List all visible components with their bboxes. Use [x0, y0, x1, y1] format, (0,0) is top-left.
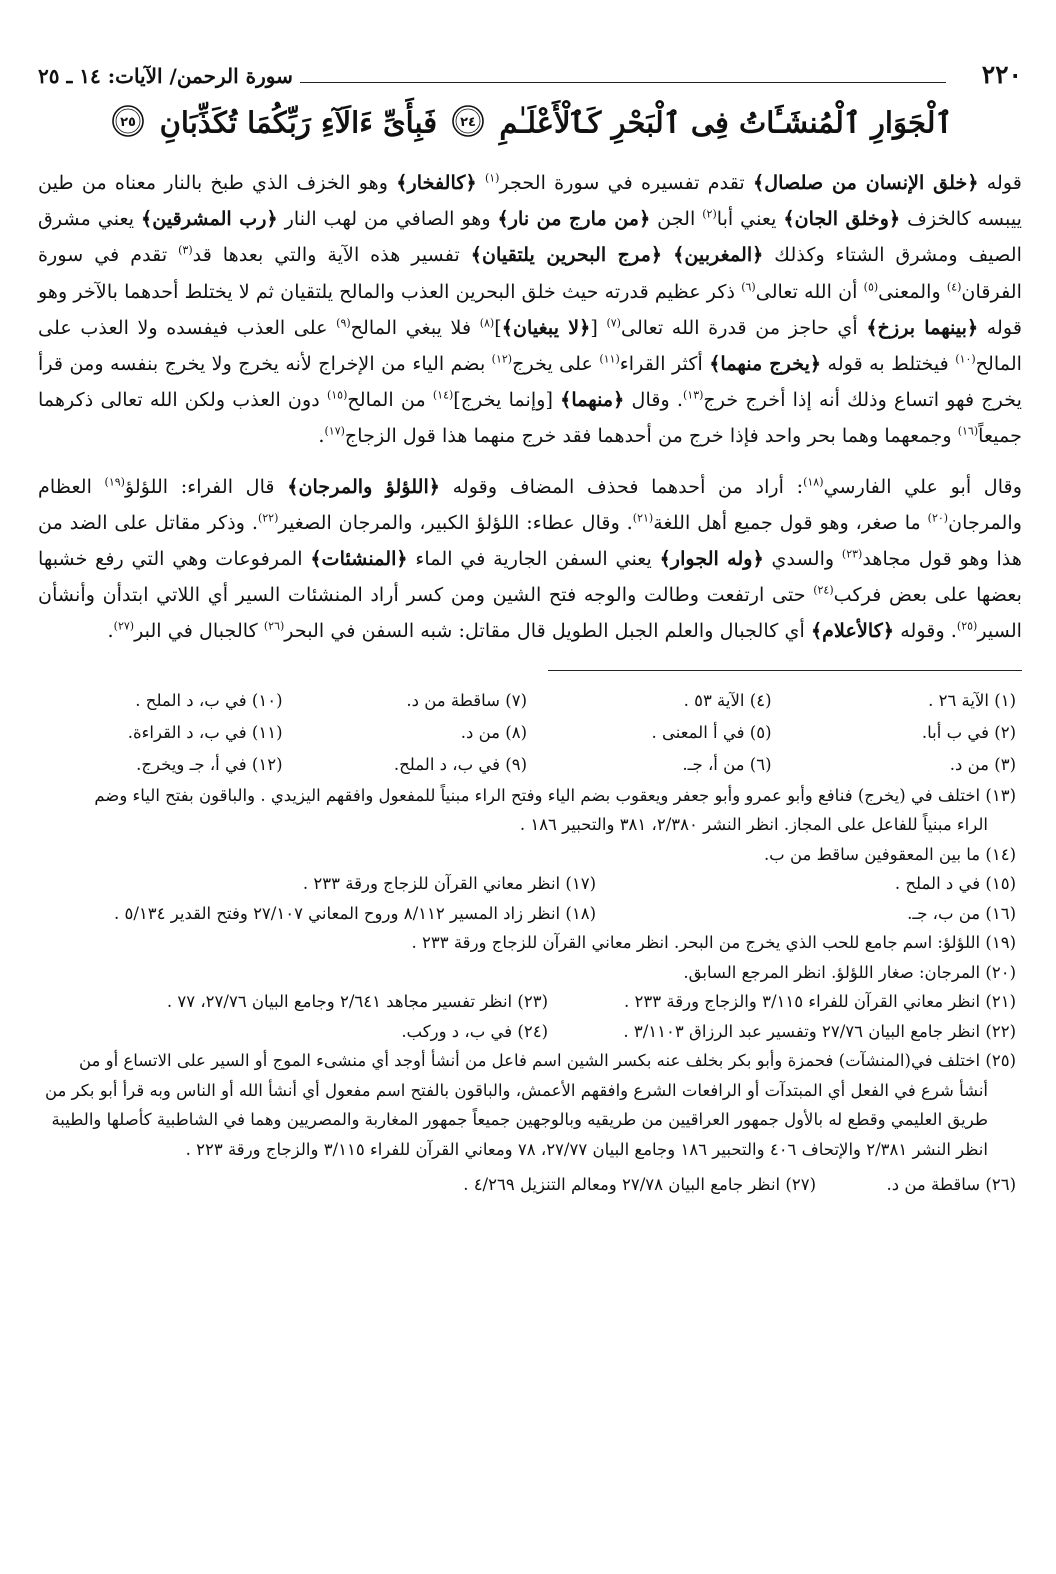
text-run: تقدم في سورة الفرقان — [38, 243, 1022, 303]
quran-quote: ﴿من مارج من نار﴾ — [497, 207, 651, 231]
commentary-paragraph-2 — [38, 469, 1022, 650]
text-run: حتى ارتفعت وطالت والوجه فتح الشين ومن كسر أراد المنشئات السير أي اللاتي ابتدأن وأنشأن السير — [38, 583, 1022, 643]
text-run: وهو الخزف الذي طبخ بالنار معناه من طين ييبسه كالخزف — [38, 171, 1022, 231]
footnote-ref: (٢٠) — [927, 511, 949, 525]
footnote-ref: (١٢) — [491, 352, 513, 366]
quran-quote: ﴿خلق الإنسان من صلصال﴾ — [752, 171, 979, 194]
footnote-ref: (٢٧) — [113, 620, 135, 634]
footnote-grid-item: (١٢) في أ، جـ ويخرج. — [136, 754, 283, 774]
text-run: والسدي — [763, 547, 842, 571]
footnote-ref: (٤) — [946, 280, 962, 294]
text-run: بضم الياء من الإخراج لأنه يخرج ولا يخرج بنفسه ومن قرأ يخرج فهو اتساع وذلك أنه إذا أخرج خرج — [38, 352, 1022, 412]
text-run: . وقال — [624, 388, 683, 412]
quran-quote: ﴿وله الجوار﴾ — [659, 547, 764, 571]
footnote-22: (٢٢) انظر جامع البيان ٢٧/٧٦ وتفسير عبد الرزاق ٣/١١٠٣ . — [623, 1021, 1016, 1041]
commentary-paragraph-1 — [38, 165, 1022, 455]
footnote-ref: (٢٥) — [956, 620, 978, 634]
header-rule — [300, 82, 946, 83]
text-run — [662, 243, 673, 266]
text-run: أي حاجز من قدرة الله تعالى — [620, 315, 867, 339]
text-run: ما صغر، وهو قول جميع أهل اللغة — [653, 510, 928, 534]
footnote-ref: (١١) — [599, 352, 620, 366]
quran-quote: ﴿رب المشرقين﴾ — [140, 207, 278, 231]
footnote-21: (٢١) انظر معاني القرآن للفراء ٣/١١٥ والزجاج ورقة ٢٣٣ . — [624, 992, 1016, 1012]
text-run: تفسير هذه الآية والتي بعدها قد — [192, 243, 471, 267]
text-run: . وذكر مقاتل على الضد من هذا وهو قول مجاهد — [38, 510, 1022, 571]
text-run: ] — [494, 315, 502, 339]
footnote-25: (٢٥) اختلف في(المنشآت) فحمزة وأبو بكر بخلف عنه بكسر الشين اسم فاعل من أنشأ أوجد أي منشىء الموج أو السير على الاتساع أو من أنشأ شرع في الفعل أي المبتدآت أو الرافعات الشرع وافقهم الأعمش، والباقون بالفتح اسم مفعول أي أنشأ الله أو الناس وبه قرأ أبو بكر من طريق العليمي وقطع له بالأول جمهور العراقيين من طريقيه وبالوجهين جميعاً جمهور المغاربة والمصريين وهما في الشاطبية كأصلها والطيبة انظر النشر ٢/٣٨١ والإتحاف ٤٠٦ والتحبير ١٨٦ وجامع البيان ٢٧/٧٧، ٧٨ ومعاني القرآن للفراء ٣/١١٥ والزجاج ورقة ٢٢٣ . — [45, 1051, 1016, 1159]
text-run: على العذب فيفسده ولا العذب على المالح — [38, 315, 1023, 376]
footnote-grid-item: (٣) من د. — [949, 754, 1016, 774]
text-run: دون العذب ولكن الله تعالى ذكرهما جميعاً — [38, 388, 1022, 448]
text-run: . وقوله — [894, 619, 957, 643]
footnote-grid-item: (١) الآية ٢٦ . — [928, 690, 1016, 710]
footnote-ref: (٥) — [863, 280, 879, 294]
footnote-grid-item: (٩) في ب، د الملح. — [393, 754, 527, 774]
text-run: كالجبال في البر — [134, 619, 264, 643]
footnote-ref: (١٦) — [957, 425, 979, 439]
footnotes-grid — [38, 685, 1022, 781]
text-run: . — [107, 619, 114, 643]
footnote-ref: (١٤) — [432, 388, 454, 402]
footnote-grid-item: (٥) في أ المعنى . — [651, 722, 772, 742]
footnote-ref: (٢) — [702, 207, 717, 221]
footnote-23: (٢٣) انظر تفسير مجاهد ٢/٦٤١ وجامع البيان ٢٧/٧٦، ٧٧ . — [166, 992, 548, 1012]
footnote-ref: (٢٦) — [263, 620, 285, 634]
footnote-18: (١٨) انظر زاد المسير ٨/١١٢ وروح المعاني ٢٧/١٠٧ وفتح القدير ٥/١٣٤ . — [114, 903, 596, 923]
text-run: فلا يبغي المالح — [350, 315, 480, 339]
text-run: يعني السفن الجارية في الماء — [407, 547, 660, 571]
text-run: . وقال عطاء: اللؤلؤ الكبير، والمرجان الصغير — [278, 510, 633, 534]
footnote-17: (١٧) انظر معاني القرآن للزجاج ورقة ٢٣٣ . — [302, 874, 596, 894]
quran-quote: ﴿بينهما برزخ﴾ — [866, 315, 979, 339]
verse-text-24: ٱلْجَوَارِ ٱلْمُنشَـَٔاتُ فِى ٱلْبَحْرِ كَٱلْأَعْلَـٰمِ — [499, 105, 953, 140]
footnote-ref: (٨) — [479, 316, 495, 330]
quran-quote: ﴿اللؤلؤ والمرجان﴾ — [287, 474, 441, 498]
text-run: يعني أبا — [716, 207, 784, 231]
quran-quote: ﴿يخرج منهما﴾ — [709, 352, 822, 376]
verse-end-marker-25 — [111, 104, 145, 145]
quran-verse-line — [38, 104, 1022, 145]
footnote-row-16-18 — [38, 899, 1022, 929]
text-run — [477, 171, 485, 194]
footnote-13: (١٣) اختلف في (يخرج) فنافع وأبو عمرو وأبو جعفر ويعقوب بضم الياء وفتح الراء مبنياً للمفعول وافقهم اليزيدي . والباقون بفتح الياء وضم الراء مبنياً للفاعل على المجاز. انظر النشر ٢/٣٨٠، ٣٨١ والتحبير ١٨٦ . — [94, 785, 1016, 835]
text-run: الجن — [650, 207, 703, 231]
footnote-ref: (١٠) — [955, 352, 976, 366]
section-title: سورة الرحمن/ الآيات: ١٤ ـ ٢٥ — [38, 64, 293, 88]
text-run: [وإنما يخرج] — [453, 388, 561, 412]
verse-end-marker-24 — [451, 104, 485, 145]
text-run: : أراد من أحدهما فحذف المضاف وقوله — [440, 474, 804, 498]
footnote-15: (١٥) في د الملح . — [894, 874, 1016, 894]
footnote-ref: (٧) — [606, 316, 621, 330]
commentary-body — [38, 165, 1022, 650]
text-run: أن الله تعالى — [755, 279, 864, 303]
footnote-ref: (١٩) — [104, 475, 125, 489]
footnote-14: (١٤) ما بين المعقوفين ساقط من ب. — [763, 844, 1016, 864]
footnote-row-26-27 — [38, 1170, 1022, 1200]
text-run: المرفوعات وهي التي رفع خشبها بعضها على بعض فركب — [38, 547, 1022, 607]
footnote-ref: (١٧) — [324, 425, 345, 439]
quran-quote: ﴿كالفخار﴾ — [396, 171, 477, 194]
text-run: من المالح — [347, 388, 433, 412]
footnote-ref: (٢٢) — [257, 511, 279, 525]
footnote-26: (٢٦) ساقطة من د. — [886, 1175, 1016, 1195]
footnote-grid-item: (٧) ساقطة من د. — [406, 690, 527, 710]
text-run: على يخرج — [512, 352, 600, 376]
footnote-19: (١٩) اللؤلؤ: اسم جامع للحب الذي يخرج من البحر. انظر معاني القرآن للزجاج ورقة ٢٣٣ . — [411, 933, 1016, 953]
footnote-grid-item: (٢) في ب أبا. — [921, 722, 1016, 742]
footnote-ref: (١) — [484, 171, 500, 185]
text-run: أي كالجبال والعلم الجبل الطويل قال مقاتل: شبه السفن في البحر — [284, 619, 811, 643]
text-run: فيختلط به قوله — [821, 352, 956, 376]
quran-quote: ﴿المنشئات﴾ — [310, 547, 408, 571]
footnote-27: (٢٧) انظر جامع البيان ٢٧/٧٨ ومعالم التنزيل ٤/٢٦٩ . — [463, 1175, 816, 1195]
footnote-ref: (١٨) — [803, 475, 824, 489]
page-number: ٢٢٠ — [981, 60, 1022, 89]
footnote-ref: (٢٤) — [813, 583, 834, 597]
quran-quote: ﴿منهما﴾ — [560, 388, 625, 412]
footnote-20: (٢٠) المرجان: صغار اللؤلؤ. انظر المرجع السابق. — [683, 962, 1016, 982]
footnote-ref: (٩) — [336, 316, 351, 330]
footnote-ref: (٢١) — [632, 511, 654, 525]
footnote-grid-item: (١١) في ب، د القراءة. — [127, 722, 283, 742]
quran-quote: ﴿لا يبغيان﴾ — [501, 315, 591, 339]
verse-text-25: فَبِأَىِّ ءَالَآءِ رَبِّكُمَا تُكَذِّبَانِ — [159, 105, 438, 140]
text-run: وقال أبو علي الفارسي — [823, 474, 1022, 498]
text-run: تقدم تفسيره في سورة الحجر — [499, 171, 753, 194]
quran-quote: ﴿مرج البحرين يلتقيان﴾ — [470, 243, 663, 267]
quran-quote: ﴿كالأعلام﴾ — [810, 619, 895, 643]
footnote-ref: (٢٣) — [841, 547, 863, 561]
footnote-grid-item: (٦) من أ، جـ. — [682, 754, 772, 774]
footnote-ref: (٣) — [178, 244, 193, 258]
footnote-ref: (١٣) — [683, 388, 704, 402]
quran-quote: ﴿وخلق الجان﴾ — [783, 207, 901, 231]
text-run: قال الفراء: اللؤلؤ — [124, 474, 288, 498]
running-header — [38, 56, 1022, 96]
text-run: قوله — [978, 171, 1022, 194]
footnote-grid-item: (١٠) في ب، د الملح . — [135, 690, 283, 710]
text-run: أكثر القراء — [619, 352, 710, 376]
footnote-grid-item: (٨) من د. — [460, 722, 527, 742]
footnote-row-15-17 — [38, 869, 1022, 899]
footnote-row-22-24 — [38, 1017, 1022, 1047]
text-run: العظام والمرجان — [38, 474, 1022, 534]
text-run: ذكر عظيم قدرته حيث خلق البحرين العذب والمالح يلتقيان ثم لا يختلط أحدهما بالآخر وهو قوله — [38, 279, 1022, 339]
quran-quote: ﴿المغربين﴾ — [673, 243, 764, 267]
footnote-ref: (٦) — [741, 280, 756, 294]
footnote-ref: (١٥) — [326, 388, 348, 402]
footnote-16: (١٦) من ب، جـ. — [907, 903, 1016, 923]
text-run: والمعنى — [878, 279, 947, 303]
footnote-separator — [548, 670, 1022, 671]
text-run: وهو الصافي من لهب النار — [277, 207, 498, 231]
text-run: يعني مشرق الصيف ومشرق الشتاء وكذلك — [38, 207, 1022, 267]
text-run: . — [318, 424, 325, 448]
svg-text:٢٤: ٢٤ — [460, 115, 477, 130]
text-run: وجمعهما وهما بحر واحد فإذا خرج من أحدهما فقد خرج منهما هذا قول الزجاج — [344, 424, 958, 448]
footnote-24: (٢٤) في ب، د وركب. — [401, 1021, 548, 1041]
footnote-row-21-23 — [38, 987, 1022, 1017]
text-run: [ — [590, 315, 607, 339]
footnote-grid-item: (٤) الآية ٥٣ . — [683, 690, 772, 710]
svg-text:٢٥: ٢٥ — [120, 115, 137, 130]
